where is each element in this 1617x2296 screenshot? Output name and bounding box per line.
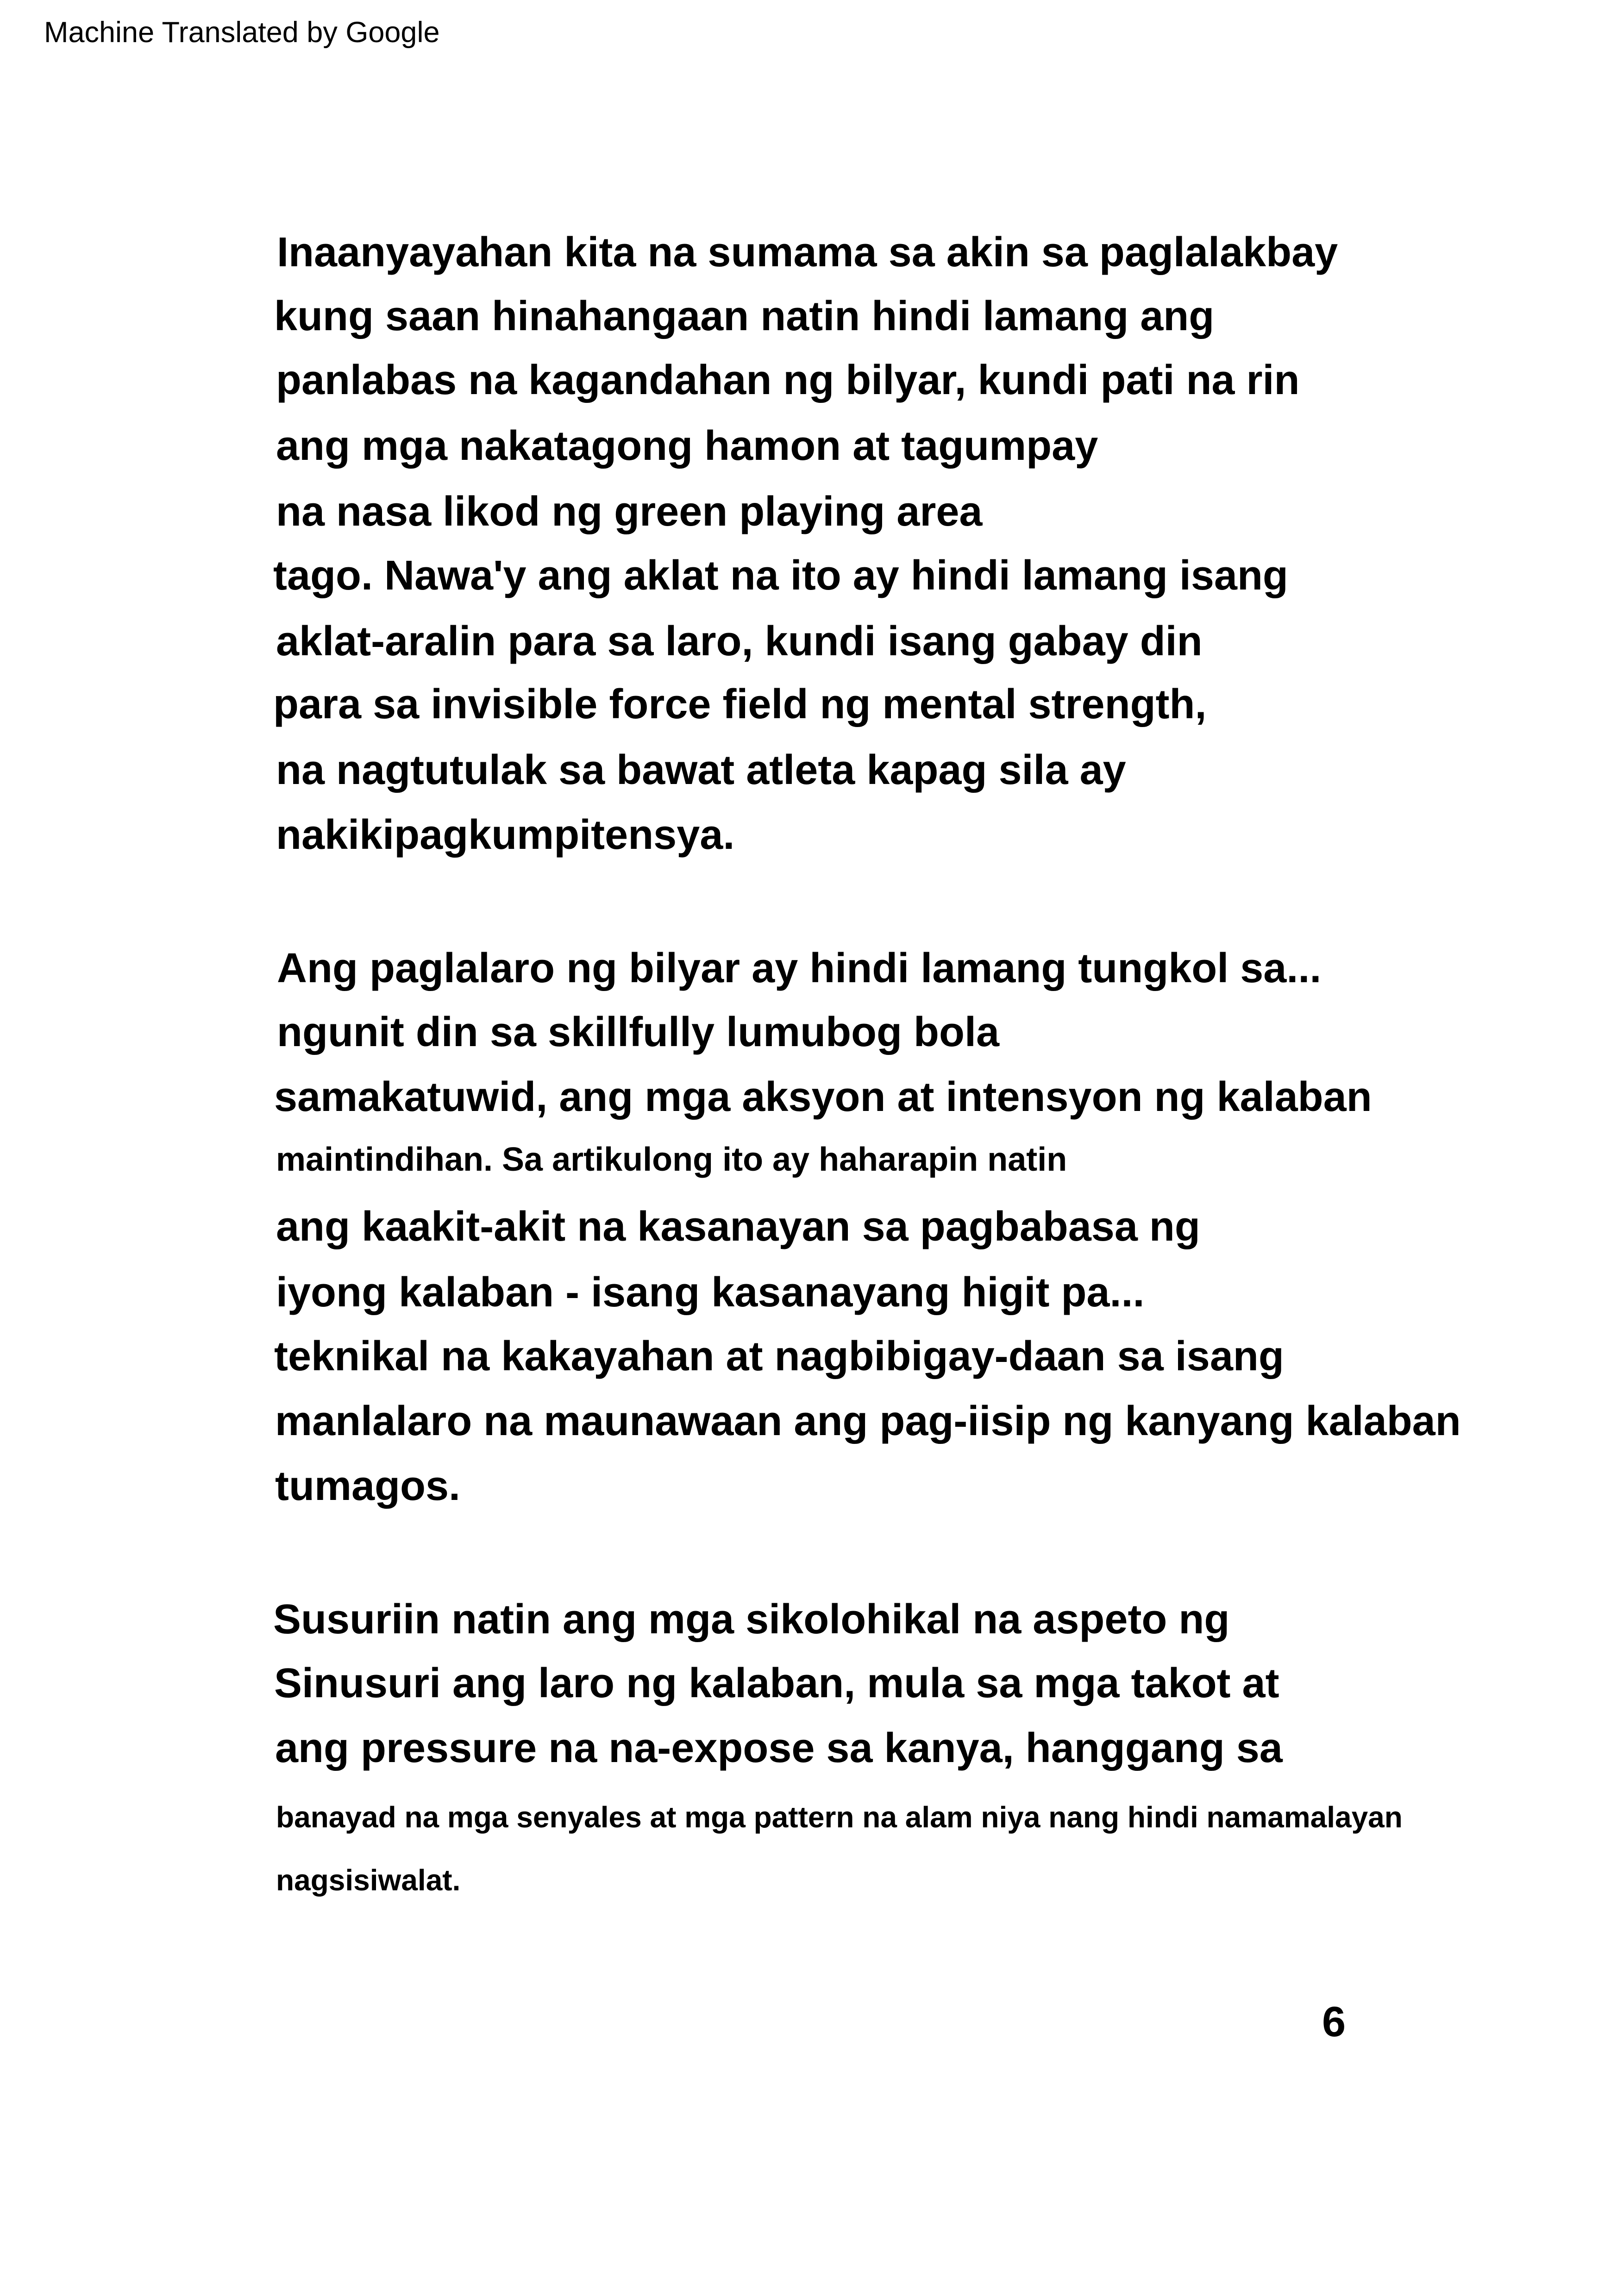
text-line: kung saan hinahangaan natin hindi lamang ang: [274, 293, 1215, 339]
text-line: nagsisiwalat.: [276, 1863, 461, 1897]
text-line: Inaanyayahan kita na sumama sa akin sa paglalakbay: [277, 229, 1338, 276]
text-line: para sa invisible force field ng mental strength,: [273, 681, 1207, 728]
text-line: na nagtutulak sa bawat atleta kapag sila ay: [276, 747, 1126, 793]
text-line: ang kaakit-akit na kasanayan sa pagbabasa ng: [276, 1204, 1200, 1250]
machine-translation-note: Machine Translated by Google: [44, 16, 440, 49]
text-line: teknikal na kakayahan at nagbibigay-daan sa isang: [274, 1333, 1284, 1380]
text-line: ngunit din sa skillfully lumubog bola: [277, 1009, 1000, 1055]
text-line: maintindihan. Sa artikulong ito ay haharapin natin: [276, 1141, 1067, 1178]
text-line: panlabas na kagandahan ng bilyar, kundi pati na rin: [276, 357, 1300, 403]
text-line: banayad na mga senyales at mga pattern na alam niya nang hindi namamalayan: [276, 1800, 1403, 1834]
text-line: nakikipagkumpitensya.: [276, 812, 735, 858]
page-number: 6: [1322, 1998, 1346, 2045]
text-line: samakatuwid, ang mga aksyon at intensyon ng kalaban: [274, 1074, 1372, 1120]
text-line: Sinusuri ang laro ng kalaban, mula sa mga takot at: [274, 1660, 1279, 1706]
text-line: manlalaro na maunawaan ang pag-iisip ng kanyang kalaban: [275, 1398, 1461, 1444]
text-line: tago. Nawa'y ang aklat na ito ay hindi lamang isang: [273, 552, 1288, 599]
text-line: Susuriin natin ang mga sikolohikal na aspeto ng: [273, 1596, 1230, 1643]
text-line: aklat-aralin para sa laro, kundi isang gabay din: [276, 618, 1203, 665]
text-line: ang mga nakatagong hamon at tagumpay: [276, 423, 1098, 469]
text-line: iyong kalaban - isang kasanayang higit pa...: [276, 1269, 1145, 1316]
text-line: na nasa likod ng green playing area: [276, 489, 983, 535]
text-line: ang pressure na na-expose sa kanya, hanggang sa: [275, 1725, 1283, 1771]
text-line: Ang paglalaro ng bilyar ay hindi lamang tungkol sa...: [277, 945, 1322, 991]
text-line: tumagos.: [275, 1463, 461, 1509]
